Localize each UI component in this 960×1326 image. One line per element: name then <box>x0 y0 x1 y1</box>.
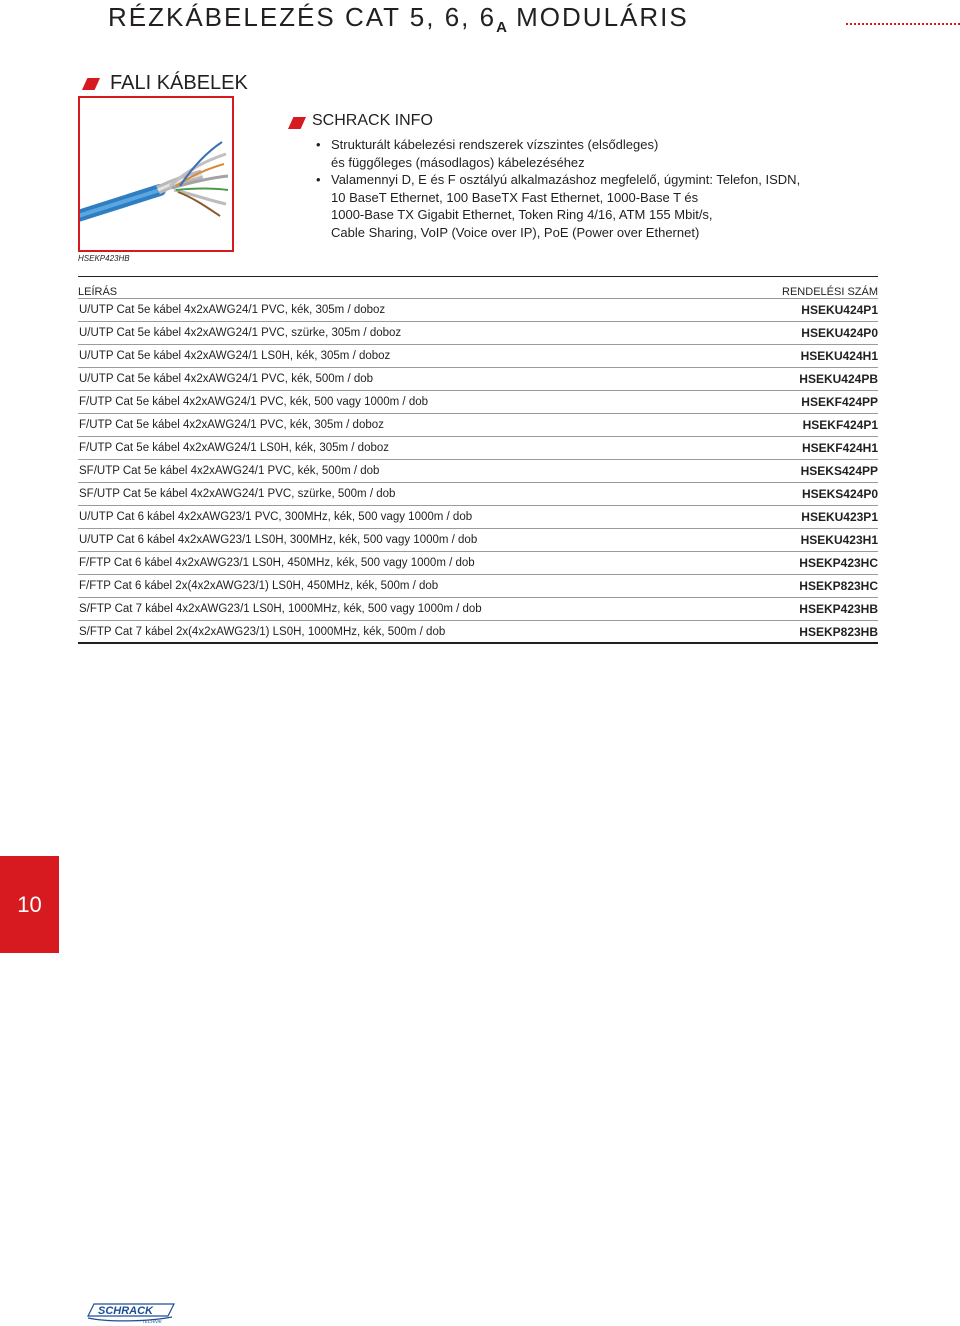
page-title-main: RÉZKÁBELEZÉS CAT 5, 6, 6 <box>108 2 497 32</box>
page-title-subscript: A <box>496 19 507 36</box>
row-description: S/FTP Cat 7 kábel 4x2xAWG23/1 LS0H, 1000MHz, kék, 500 vagy 1000m / dob <box>79 603 482 615</box>
info-bullet-line: • Strukturált kábelezési rendszerek vízszintes (elsődleges) <box>331 137 659 152</box>
table-row <box>78 299 878 322</box>
row-order-number: HSEKU424PB <box>799 372 878 386</box>
row-order-number: HSEKU423P1 <box>801 510 878 524</box>
info-bullet-line: • Valamennyi D, E és F osztályú alkalmazáshoz megfelelő, úgymint: Telefon, ISDN, <box>331 172 801 188</box>
table-row <box>78 460 878 483</box>
row-order-number: HSEKP423HC <box>799 556 878 570</box>
row-description: U/UTP Cat 5e kábel 4x2xAWG24/1 PVC, kék, 500m / dob <box>79 373 374 385</box>
row-order-number: HSEKU423H1 <box>800 533 878 547</box>
row-order-number: HSEKP823HC <box>799 579 878 593</box>
info-bullet-line: 1000-Base TX Gigabit Ethernet, Token Ring 4/16, ATM 155 Mbit/s, <box>331 207 713 223</box>
row-description: U/UTP Cat 6 kábel 4x2xAWG23/1 PVC, 300MHz, kék, 500 vagy 1000m / dob <box>79 511 473 523</box>
row-order-number: HSEKU424H1 <box>800 349 878 363</box>
row-order-number: HSEKS424PP <box>800 464 878 478</box>
row-order-number: HSEKS424P0 <box>801 487 878 501</box>
row-description: F/UTP Cat 5e kábel 4x2xAWG24/1 PVC, kék, 500 vagy 1000m / dob <box>79 396 429 408</box>
table-row <box>78 621 878 644</box>
table-body <box>78 299 878 644</box>
row-order-number: HSEKF424PP <box>801 395 878 409</box>
table-header <box>78 277 878 299</box>
product-table <box>78 276 878 644</box>
header-dotted-rule <box>846 23 960 25</box>
table-row <box>78 322 878 345</box>
row-order-number: HSEKP423HB <box>799 602 878 616</box>
info-bullet-list <box>314 136 800 242</box>
table-header-order-number: RENDELÉSI SZÁM <box>782 286 878 298</box>
table-row <box>78 598 878 621</box>
section-marker-icon <box>82 78 100 90</box>
row-description: F/FTP Cat 6 kábel 4x2xAWG23/1 LS0H, 450MHz, kék, 500 vagy 1000m / dob <box>79 557 475 569</box>
logo-text: SCHRACK <box>98 1305 153 1317</box>
info-marker-icon <box>288 117 306 129</box>
product-photo <box>78 96 234 252</box>
row-description: F/UTP Cat 5e kábel 4x2xAWG24/1 LS0H, kék, 305m / doboz <box>79 442 390 454</box>
table-row <box>78 368 878 391</box>
info-bullet-line: és függőleges (másodlagos) kábelezéséhez <box>331 154 585 170</box>
row-order-number: HSEKF424P1 <box>802 418 878 432</box>
table-row <box>78 483 878 506</box>
row-order-number: HSEKF424H1 <box>801 441 878 455</box>
table-header-description: LEÍRÁS <box>78 286 118 298</box>
row-description: F/UTP Cat 5e kábel 4x2xAWG24/1 PVC, kék, 305m / doboz <box>79 419 384 431</box>
cable-illustration <box>80 98 232 250</box>
row-description: U/UTP Cat 6 kábel 4x2xAWG23/1 LS0H, 300MHz, kék, 500 vagy 1000m / dob <box>79 534 478 546</box>
chapter-tab <box>0 856 59 953</box>
chapter-number: 10 <box>17 891 42 917</box>
row-description: SF/UTP Cat 5e kábel 4x2xAWG24/1 PVC, szürke, 500m / dob <box>79 488 396 500</box>
table-row <box>78 437 878 460</box>
row-description: SF/UTP Cat 5e kábel 4x2xAWG24/1 PVC, kék, 500m / dob <box>79 465 380 477</box>
row-description: F/FTP Cat 6 kábel 2x(4x2xAWG23/1) LS0H, 450MHz, kék, 500m / dob <box>79 580 439 592</box>
page-title-tail: MODULÁRIS <box>506 2 689 32</box>
row-description: U/UTP Cat 5e kábel 4x2xAWG24/1 PVC, szürke, 305m / doboz <box>79 327 402 339</box>
table-row <box>78 345 878 368</box>
info-bullet-line: 10 BaseT Ethernet, 100 BaseTX Fast Ethernet, 1000-Base T és <box>331 189 699 205</box>
logo-subtext: TECHNIK <box>142 1319 162 1324</box>
info-bullet-line: Cable Sharing, VoIP (Voice over IP), PoE (Power over Ethernet) <box>331 224 700 240</box>
info-bullet <box>314 171 800 241</box>
page-title <box>108 2 689 36</box>
table-row <box>78 506 878 529</box>
table-row <box>78 391 878 414</box>
row-description: U/UTP Cat 5e kábel 4x2xAWG24/1 LS0H, kék, 305m / doboz <box>79 350 391 362</box>
section-title: FALI KÁBELEK <box>110 72 248 94</box>
schrack-logo <box>86 1300 176 1324</box>
table-row <box>78 529 878 552</box>
row-description: S/FTP Cat 7 kábel 2x(4x2xAWG23/1) LS0H, 1000MHz, kék, 500m / dob <box>79 625 446 638</box>
table-row <box>78 414 878 437</box>
table-row <box>78 575 878 598</box>
table-row <box>78 552 878 575</box>
row-order-number: HSEKU424P0 <box>801 326 878 340</box>
info-bullet <box>314 136 800 171</box>
row-order-number: HSEKP823HB <box>799 624 878 639</box>
product-photo-caption: HSEKP423HB <box>78 254 130 263</box>
row-order-number: HSEKU424P1 <box>801 303 878 317</box>
info-title: SCHRACK INFO <box>312 112 433 129</box>
row-description: U/UTP Cat 5e kábel 4x2xAWG24/1 PVC, kék, 305m / doboz <box>79 304 386 316</box>
